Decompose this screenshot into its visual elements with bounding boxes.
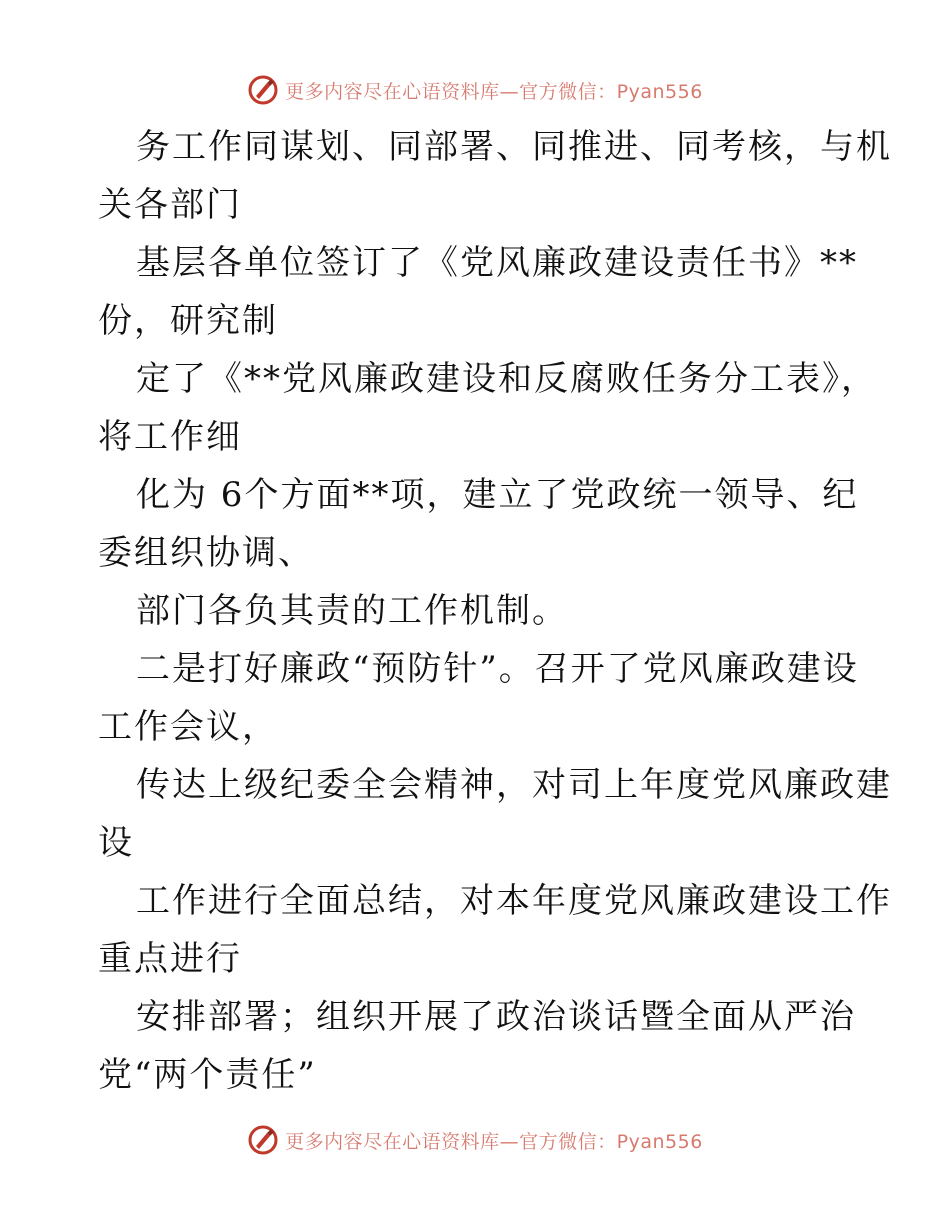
text-line: 重点进行 (98, 939, 242, 979)
pen-circle-logo-icon (247, 74, 279, 106)
footer-banner (0, 1120, 950, 1160)
text-line: 二是打好廉政“预防针”。召开了党风廉政建设 (136, 649, 859, 689)
text-line: 部门各负其责的工作机制。 (136, 591, 568, 631)
text-line: 委组织协调、 (98, 533, 314, 573)
text-line: 党“两个责任” (98, 1055, 317, 1095)
text-line: 定了《**党风廉政建设和反腐败任务分工表》， (136, 359, 877, 399)
text-line: 设 (98, 823, 134, 863)
text-line: 关各部门 (98, 185, 242, 225)
text-line: 安排部署；组织开展了政治谈话暨全面从严治 (136, 997, 856, 1037)
text-line: 将工作细 (98, 417, 242, 457)
text-line: 基层各单位签订了《党风廉政建设责任书》** (136, 243, 858, 283)
text-line: 份，研究制 (98, 301, 278, 341)
footer-banner-text: 更多内容尽在心语资料库—官方微信：Pyan556 (285, 1130, 703, 1153)
document-body (98, 118, 892, 1104)
text-line: 化为 6个方面**项，建立了党政统一领导、纪 (136, 475, 859, 515)
text-line: 工作进行全面总结，对本年度党风廉政建设工作 (136, 881, 892, 921)
header-banner (0, 70, 950, 110)
header-banner-text: 更多内容尽在心语资料库—官方微信：Pyan556 (285, 80, 703, 103)
pen-circle-logo-icon (247, 1124, 279, 1156)
text-line: 务工作同谋划、同部署、同推进、同考核，与机 (136, 127, 892, 167)
text-line: 传达上级纪委全会精神，对司上年度党风廉政建 (136, 765, 892, 805)
text-line: 工作会议， (98, 707, 278, 747)
